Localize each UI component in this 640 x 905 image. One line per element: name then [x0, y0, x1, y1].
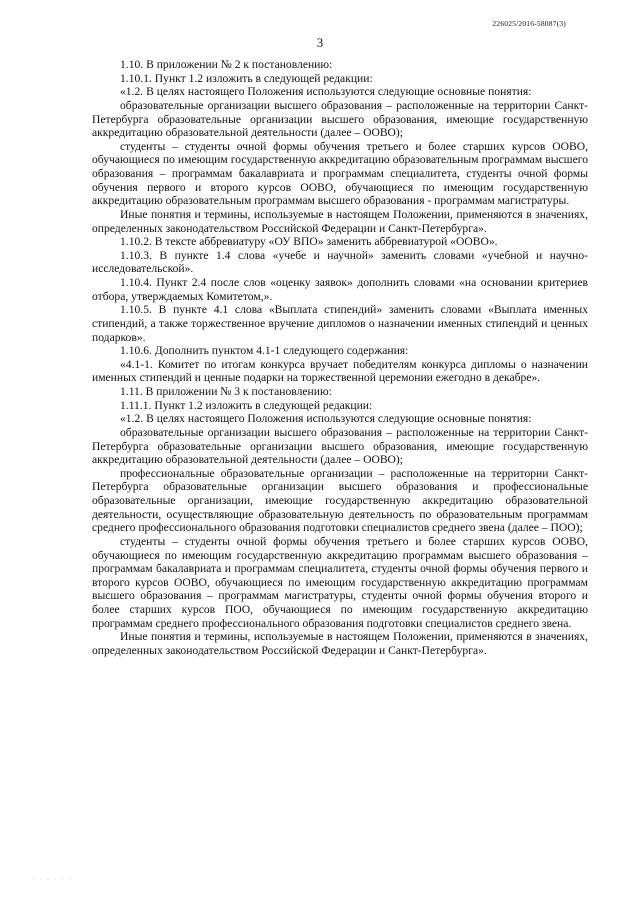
paragraph-1-10-6: 1.10.6. Дополнить пунктом 4.1-1 следующего содержания:: [120, 344, 409, 358]
paragraph-1-10-5: 1.10.5. В пункте 4.1 слова «Выплата стипендий» заменить словами «Выплата именных стипендий, а также торжественное вручение дипломов о назначении именных стипендий и ценных подарков».: [92, 303, 588, 344]
paragraph-definition-oovo: образовательные организации высшего образования – расположенные на территории Санкт-Петербурга образовательные организации высшего образования, имеющие государственную аккредитацию образовательной деятельности (далее – ООВО);: [92, 98, 588, 140]
paragraph-1-11: 1.11. В приложении № 3 к постановлению:: [120, 385, 332, 398]
paragraph-other-terms-second: Иные понятия и термины, используемые в настоящем Положении, применяются в значениях, определенных законодательством Российской Федерации и Санкт-Петербурга».: [92, 630, 588, 657]
paragraph-1-10: 1.10. В приложении № 2 к постановлению:: [120, 58, 333, 71]
document-body: [92, 58, 588, 658]
paragraph-1-11-1: 1.11.1. Пункт 1.2 изложить в следующей редакции:: [120, 398, 373, 412]
paragraph-other-terms: Иные понятия и термины, используемые в настоящем Положении, применяются в значениях, определенных законодательством Российской Федерации и Санкт-Петербурга».: [92, 207, 588, 235]
paragraph-1-10-4: 1.10.4. Пункт 2.4 после слов «оценку заявок» дополнить словами «на основании критериев отбора, утверждаемых Комитетом,».: [92, 276, 588, 303]
paragraph-1-10-3: 1.10.3. В пункте 1.4 слова «учебе и научной» заменить словами «учебной и научно-исследовательской».: [92, 248, 588, 276]
paragraph-definition-oovo-second: образовательные организации высшего образования – расположенные на территории Санкт-Петербурга образовательные организации высшего образования, имеющие государственную аккредитацию образовательной деятельности (далее – ООВО);: [92, 425, 588, 467]
page-number: 3: [316, 36, 324, 50]
paragraph-definition-students: студенты – студенты очной формы обучения третьего и более старших курсов ООВО, обучающиеся по имеющим государственную аккредитацию образовательным программам высшего образования – программам бакалавриата и программам специалитета, студенты очной формы обучения первого и второго курсов ООВО, обучающиеся по имеющим государственную аккредитацию образовательным программам высшего образования - программам магистратуры.: [92, 139, 588, 208]
paragraph-1-10-1: 1.10.1. Пункт 1.2 изложить в следующей редакции:: [120, 71, 373, 85]
paragraph-definition-students-second: студенты – студенты очной формы обучения третьего и более старших курсов ООВО, обучающиеся по имеющим государственную аккредитацию программам высшего образования – программам бакалавриата и программам специалитета, студенты очной формы обучения первого и второго курсов ООВО, обучающиеся по имеющим государственную аккредитацию программам высшего образования – программам магистратуры, студенты очной формы обучения второго и более старших курсов ПОО, обучающиеся по имеющим государственную аккредитацию программам среднего профессионального образования подготовки специалистов среднего звена.: [92, 534, 588, 630]
scan-edge-dots: · · · · · ·: [32, 877, 74, 883]
document-id: 226025/2016-58087(3): [492, 19, 566, 28]
paragraph-quote-1-2-second: «1.2. В целях настоящего Положения используются следующие основные понятия:: [120, 412, 532, 426]
paragraph-quote-4-1-1: «4.1-1. Комитет по итогам конкурса вручает победителям конкурса дипломы о назначении именных стипендий и ценные подарки на торжественной церемонии ежегодно в декабре».: [92, 357, 588, 385]
paragraph-1-10-2: 1.10.2. В тексте аббревиатуру «ОУ ВПО» заменить аббревиатурой «ООВО».: [120, 235, 498, 249]
paragraph-definition-poo: профессиональные образовательные организации – расположенные на территории Санкт-Петербурга образовательные организации высшего образования и профессиональные образовательные организации, имеющие государственную аккредитацию образовательной деятельности, осуществляющие образовательную деятельность по образовательным программам среднего профессионального образования подготовки специалистов среднего звена (далее – ПОО);: [92, 466, 588, 535]
paragraph-quote-1-2: «1.2. В целях настоящего Положения используются следующие основные понятия:: [120, 85, 532, 99]
